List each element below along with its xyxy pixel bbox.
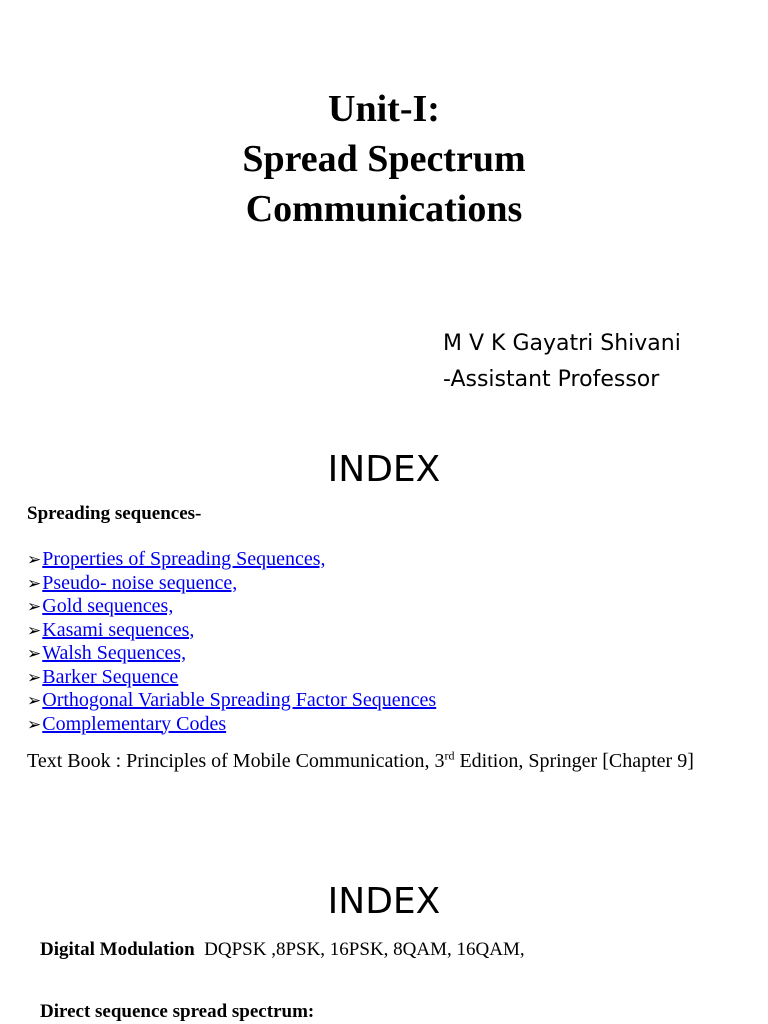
index-slide-spreading-sequences <box>0 430 768 850</box>
topic-link-gold[interactable]: Gold sequences, <box>42 595 174 617</box>
arrow-bullet-icon: ➢ <box>27 550 42 569</box>
digital-modulation-label: Digital Modulation <box>40 939 195 960</box>
topic-link-complementary-codes[interactable]: Complementary Codes <box>42 712 227 735</box>
textbook-superscript: rd <box>444 748 455 763</box>
author-block <box>443 326 681 398</box>
arrow-bullet-icon: ➢ <box>27 597 42 616</box>
topic-item <box>27 642 436 666</box>
topic-item <box>27 713 436 737</box>
index-heading: INDEX <box>327 881 441 922</box>
digital-modulation-values: DQPSK ,8PSK, 16PSK, 8QAM, 16QAM, <box>204 939 525 960</box>
topic-list <box>27 548 436 736</box>
topic-link-barker[interactable]: Barker Sequence <box>42 665 179 688</box>
digital-modulation-line <box>40 938 525 962</box>
topic-link-ovsf[interactable]: Orthogonal Variable Spreading Factor Sequences <box>42 689 437 711</box>
dsss-heading: Direct sequence spread spectrum: <box>40 1001 315 1022</box>
arrow-bullet-icon: ➢ <box>27 644 42 663</box>
author-role: -Assistant Professor <box>443 367 660 392</box>
arrow-bullet-icon: ➢ <box>27 714 42 734</box>
arrow-bullet-icon: ➢ <box>27 573 42 593</box>
title-line-spread-spectrum: Spread Spectrum <box>242 138 526 180</box>
title-slide <box>0 0 768 430</box>
topic-item <box>27 689 436 713</box>
topic-link-kasami[interactable]: Kasami sequences, <box>42 618 195 641</box>
arrow-bullet-icon: ➢ <box>27 691 42 710</box>
textbook-suffix: Edition, Springer [Chapter 9] <box>454 750 694 772</box>
unit-title <box>0 84 768 234</box>
topic-link-properties[interactable]: Properties of Spreading Sequences, <box>42 548 326 570</box>
index-heading: INDEX <box>327 449 441 490</box>
textbook-reference <box>27 750 734 773</box>
topic-item <box>27 595 436 619</box>
textbook-prefix: Text Book : Principles of Mobile Communication, 3 <box>27 750 445 772</box>
author-name: M V K Gayatri Shivani <box>443 331 681 356</box>
topic-item <box>27 666 436 690</box>
topic-link-walsh[interactable]: Walsh Sequences, <box>42 642 187 664</box>
topic-item <box>27 572 436 596</box>
arrow-bullet-icon: ➢ <box>27 667 42 687</box>
title-line-unit: Unit-I: <box>328 88 440 130</box>
topic-item <box>27 548 436 572</box>
title-line-communications: Communications <box>245 188 523 230</box>
topic-link-pseudo-noise[interactable]: Pseudo- noise sequence, <box>42 571 238 594</box>
spreading-sequences-heading: Spreading sequences- <box>27 503 202 524</box>
arrow-bullet-icon: ➢ <box>27 620 42 640</box>
index-slide-modulation <box>0 850 768 1024</box>
topic-item <box>27 619 436 643</box>
